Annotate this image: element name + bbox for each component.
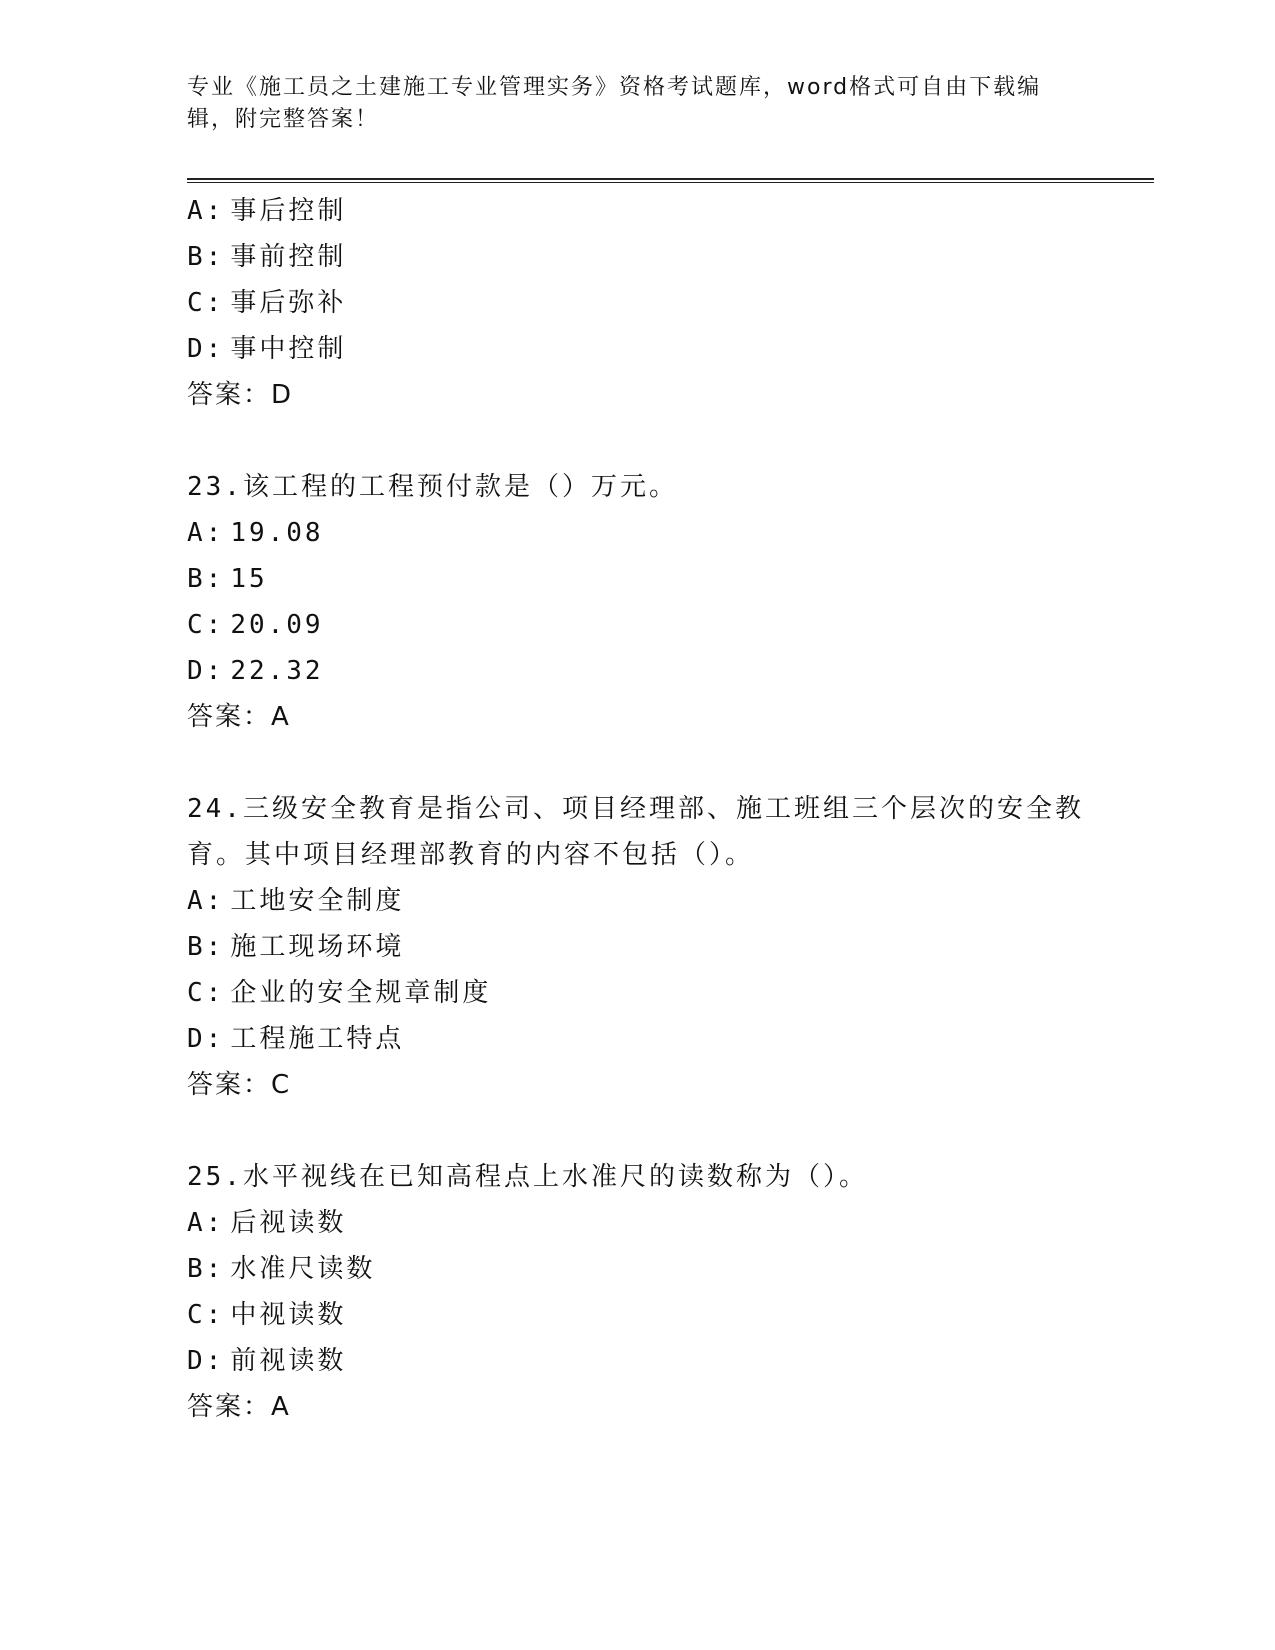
option-b: B: 事前控制 — [187, 242, 347, 272]
question-text: 23.该工程的工程预付款是（）万元。 — [187, 472, 678, 502]
answer-line: 答案：D — [187, 380, 294, 410]
option-c: C: 事后弥补 — [187, 288, 347, 318]
option-b: B: 施工现场环境 — [187, 932, 405, 962]
option-b: B: 15 — [187, 564, 268, 594]
option-c: C: 企业的安全规章制度 — [187, 978, 492, 1008]
question-list — [187, 188, 1087, 1430]
option-a: A: 19.08 — [187, 518, 324, 548]
question-23 — [187, 464, 1087, 740]
document-header: 专业《施工员之土建施工专业管理实务》资格考试题库，word格式可自由下载编辑，附完整答案！ — [187, 75, 1042, 132]
question-text: 24.三级安全教育是指公司、项目经理部、施工班组三个层次的安全教育。其中项目经理部教育的内容不包括（）。 — [187, 794, 1084, 870]
answer-line: 答案：A — [187, 702, 291, 732]
option-d: D: 工程施工特点 — [187, 1024, 405, 1054]
option-a: A: 后视读数 — [187, 1208, 347, 1238]
option-b: B: 水准尺读数 — [187, 1254, 376, 1284]
header-divider — [187, 178, 1154, 183]
option-d: D: 22.32 — [187, 656, 324, 686]
option-c: C: 20.09 — [187, 610, 324, 640]
question-24 — [187, 786, 1087, 1108]
question-text: 25.水平视线在已知高程点上水准尺的读数称为（）。 — [187, 1162, 868, 1192]
answer-line: 答案：A — [187, 1392, 291, 1422]
question-22-partial — [187, 188, 1087, 418]
option-a: A: 事后控制 — [187, 196, 347, 226]
option-a: A: 工地安全制度 — [187, 886, 405, 916]
question-25 — [187, 1154, 1087, 1430]
answer-line: 答案：C — [187, 1070, 292, 1100]
option-d: D: 事中控制 — [187, 334, 347, 364]
option-d: D: 前视读数 — [187, 1346, 347, 1376]
option-c: C: 中视读数 — [187, 1300, 347, 1330]
